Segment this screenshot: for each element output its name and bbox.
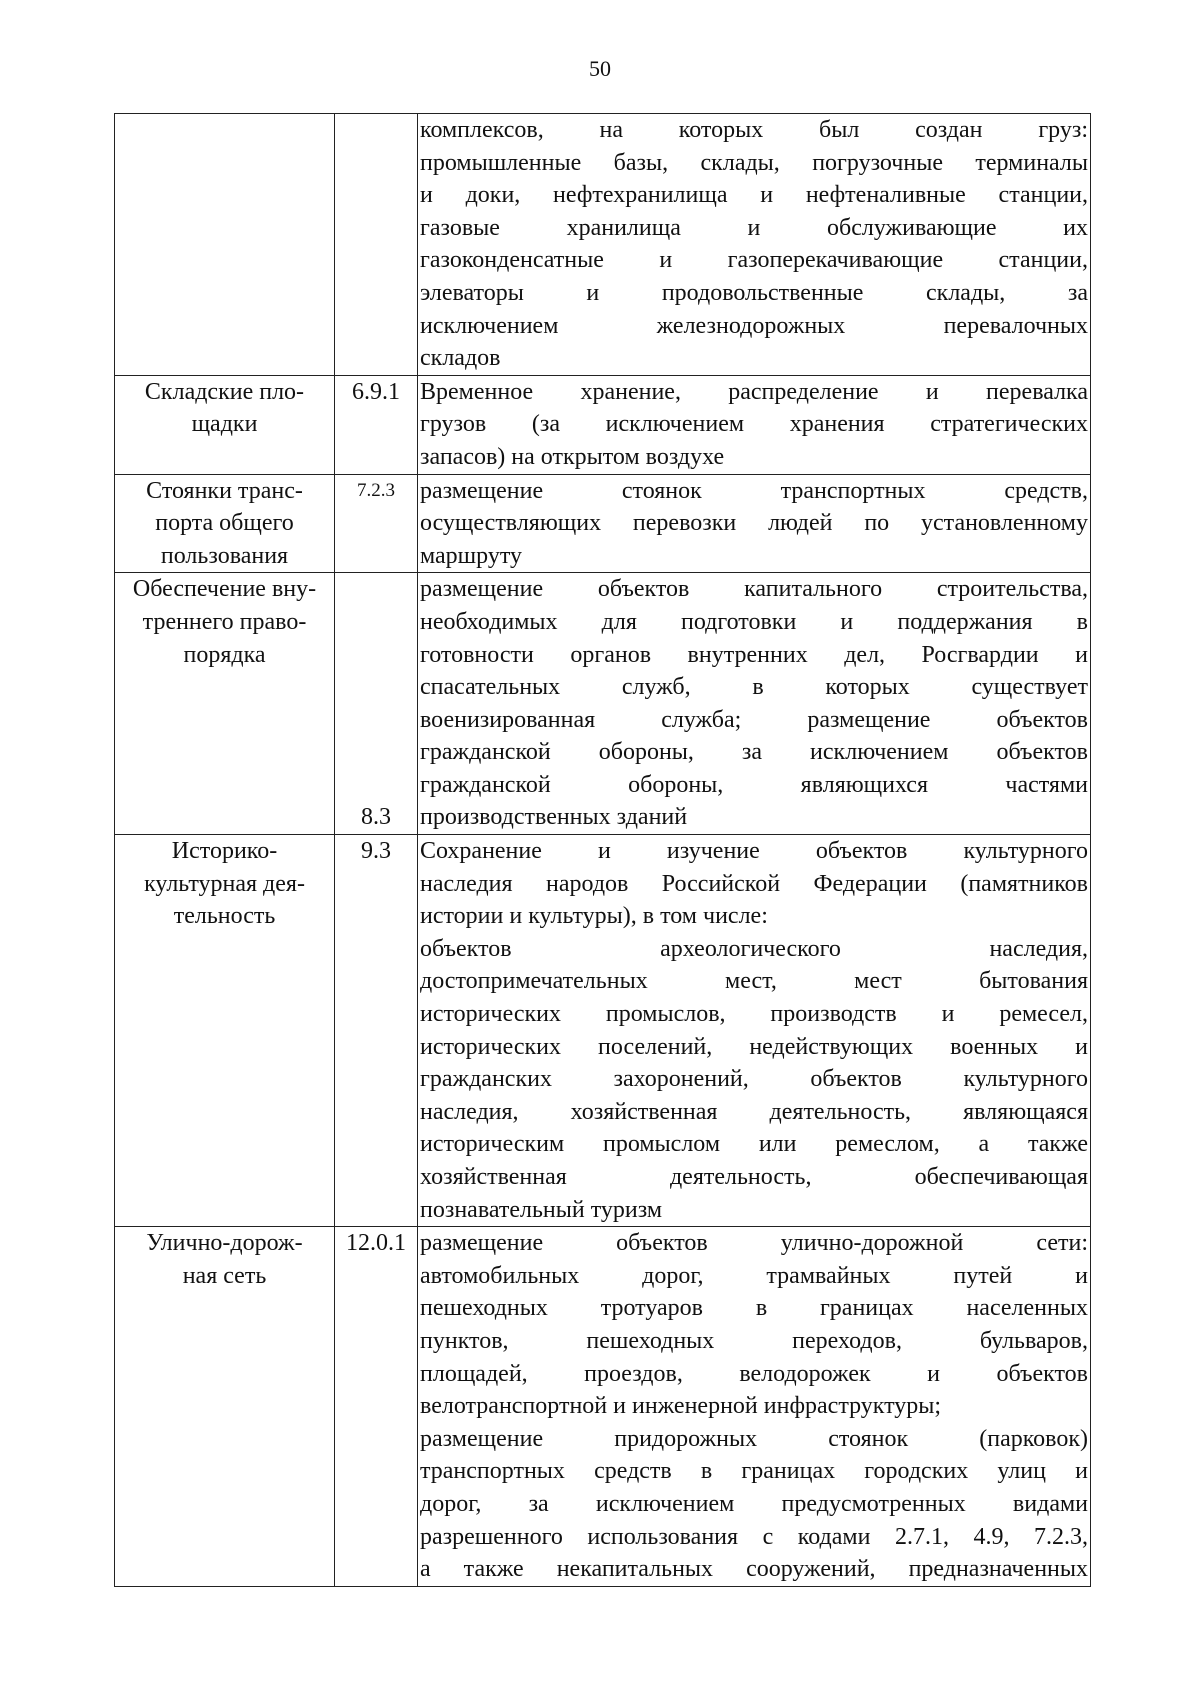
use-name-line: Улично-дорож-	[146, 1230, 303, 1257]
description-line: комплексов, на которых был создан груз:	[420, 117, 1088, 143]
page-number: 50	[589, 56, 611, 81]
description-line: размещение объектов улично-дорожной сети:	[420, 1230, 1088, 1257]
description-line: необходимых для подготовки и поддержания в	[420, 608, 1088, 635]
description-line: историческим промыслом или ремеслом, а также	[420, 1131, 1088, 1158]
use-name-line: культурная дея-	[144, 870, 305, 897]
description-line: запасов) на открытом воздухе	[420, 443, 725, 470]
use-name-line: порта общего	[155, 510, 294, 537]
description-line: газовые хранилища и обслуживающие их	[420, 214, 1088, 241]
description-line: наследия народов Российской Федерации (памятников	[420, 870, 1088, 897]
description-line: спасательных служб, в которых существует	[420, 674, 1088, 701]
description-line: достопримечательных мест, мест бытования	[420, 968, 1088, 995]
use-name-cell	[115, 474, 335, 573]
use-name-line: тельность	[173, 903, 276, 930]
description-line: исторических промыслов, производств и ремесел,	[420, 1001, 1088, 1028]
description-line: размещение объектов капитального строительства,	[420, 576, 1088, 603]
description-line: разрешенного использования с кодами 2.7.1, 4.9, 7.2.3,	[420, 1523, 1088, 1550]
description-line: гражданской обороны, за исключением объектов	[420, 739, 1088, 766]
description-line: а также некапитальных сооружений, предназначенных	[420, 1556, 1088, 1583]
description-line: пунктов, пешеходных переходов, бульваров,	[420, 1327, 1088, 1354]
description-line: истории и культуры), в том числе:	[420, 903, 768, 930]
use-description-cell	[418, 474, 1091, 573]
use-code-cell: 8.3	[335, 573, 418, 835]
use-name-cell	[115, 114, 335, 376]
table-row	[115, 375, 1091, 474]
description-line: гражданской обороны, являющихся частями	[420, 771, 1088, 798]
description-line: Сохранение и изучение объектов культурного	[420, 838, 1088, 865]
land-use-table	[114, 113, 1091, 1587]
use-description-cell	[418, 1227, 1091, 1587]
description-line: складов	[420, 345, 501, 372]
description-line: готовности органов внутренних дел, Росгвардии и	[420, 641, 1088, 668]
use-description-cell	[418, 114, 1091, 376]
description-line: гражданских захоронений, объектов культурного	[420, 1066, 1088, 1093]
description-line: площадей, проездов, велодорожек и объектов	[420, 1360, 1088, 1387]
use-code-cell: 7.2.3	[335, 474, 418, 573]
use-name-line: порядка	[183, 641, 266, 668]
use-name-line: Историко-	[171, 838, 278, 865]
use-name-cell	[115, 375, 335, 474]
description-line: исторических поселений, недействующих военных и	[420, 1033, 1088, 1060]
description-line: велотранспортной и инженерной инфраструктуры;	[420, 1393, 942, 1420]
description-line: газоконденсатные и газоперекачивающие станции,	[420, 247, 1088, 274]
description-line: промышленные базы, склады, погрузочные терминалы	[420, 149, 1088, 176]
description-line: военизированная служба; размещение объектов	[420, 706, 1088, 733]
use-code-cell	[335, 114, 418, 376]
description-line: и доки, нефтехранилища и нефтеналивные станции,	[420, 182, 1088, 209]
use-name-cell	[115, 835, 335, 1227]
description-line: исключением железнодорожных перевалочных	[420, 312, 1088, 339]
description-line: размещение придорожных стоянок (парковок)	[420, 1425, 1088, 1452]
use-code-cell: 12.0.1	[335, 1227, 418, 1587]
use-name-line: Обеспечение вну-	[132, 576, 317, 603]
table-row	[115, 573, 1091, 835]
description-line: элеваторы и продовольственные склады, за	[420, 279, 1088, 306]
use-description-cell	[418, 573, 1091, 835]
description-line: производственных зданий	[420, 804, 688, 831]
table-row	[115, 474, 1091, 573]
description-line: дорог, за исключением предусмотренных видами	[420, 1490, 1088, 1517]
table-row	[115, 835, 1091, 1227]
description-line: хозяйственная деятельность, обеспечивающая	[420, 1164, 1088, 1190]
use-name-line: щадки	[191, 411, 258, 438]
description-line: объектов археологического наследия,	[420, 935, 1088, 962]
description-line: автомобильных дорог, трамвайных путей и	[420, 1262, 1088, 1289]
description-line: пешеходных тротуаров в границах населенных	[420, 1295, 1088, 1322]
description-line: осуществляющих перевозки людей по установленному	[420, 510, 1088, 537]
description-line: познавательный туризм	[420, 1196, 663, 1223]
description-line: Временное хранение, распределение и перевалка	[420, 378, 1088, 405]
use-name-line: пользования	[160, 542, 289, 569]
use-code-cell: 9.3	[335, 835, 418, 1227]
use-name-line: Стоянки транс-	[146, 477, 303, 504]
description-line: маршруту	[420, 542, 523, 569]
use-description-cell	[418, 375, 1091, 474]
description-line: наследия, хозяйственная деятельность, являющаяся	[420, 1098, 1088, 1125]
use-name-cell	[115, 1227, 335, 1587]
table-row	[115, 1227, 1091, 1587]
use-name-line: ная сеть	[182, 1262, 267, 1289]
use-name-line: Складские пло-	[144, 378, 305, 405]
description-line: транспортных средств в границах городских улиц и	[420, 1458, 1088, 1485]
use-name-line: треннего право-	[142, 608, 307, 635]
use-code-cell: 6.9.1	[335, 375, 418, 474]
use-description-cell	[418, 835, 1091, 1227]
use-name-cell	[115, 573, 335, 835]
description-line: грузов (за исключением хранения стратегических	[420, 411, 1088, 438]
table-row	[115, 114, 1091, 376]
description-line: размещение стоянок транспортных средств,	[420, 477, 1088, 504]
